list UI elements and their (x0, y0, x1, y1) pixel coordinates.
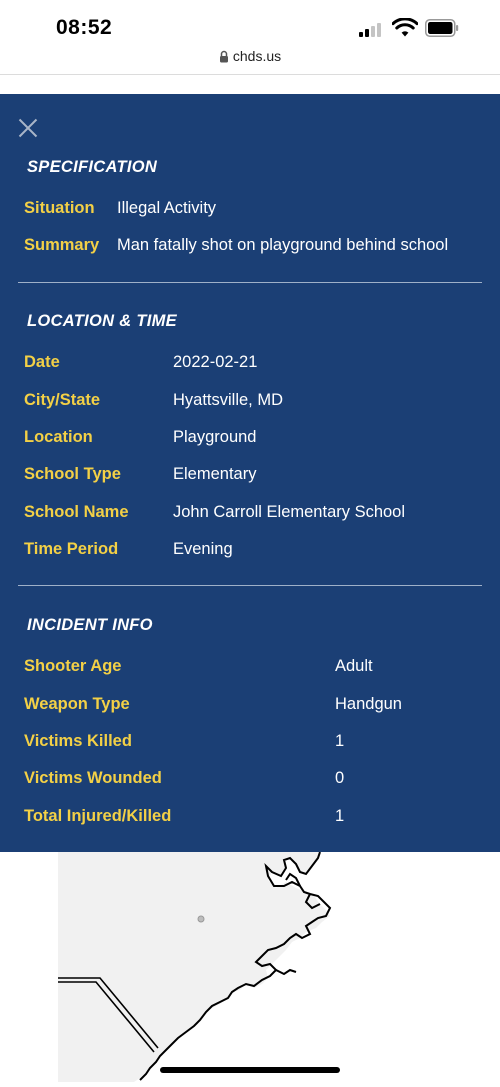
row-value: 1 (335, 807, 345, 825)
row-label: Date (24, 353, 60, 371)
location-time-title: LOCATION & TIME (27, 312, 177, 330)
row-label: Situation (24, 199, 95, 217)
close-icon[interactable] (16, 116, 40, 140)
lock-icon (219, 50, 229, 63)
address-bar[interactable] (0, 48, 500, 70)
url-text: chds.us (232, 48, 282, 64)
row-label: Location (24, 428, 93, 446)
battery-icon (425, 19, 459, 37)
row-label: City/State (24, 391, 101, 409)
row-label: Victims Killed (24, 732, 132, 750)
row-value: Handgun (335, 695, 402, 713)
row-label: Total Injured/Killed (24, 807, 172, 825)
row-value: Playground (173, 428, 257, 446)
row-value: Evening (173, 540, 233, 558)
row-label: School Name (24, 503, 129, 521)
map[interactable] (0, 852, 500, 1082)
incident-marker (198, 916, 204, 922)
incident-detail-panel (0, 94, 500, 852)
incident-info-title: INCIDENT INFO (27, 616, 153, 634)
row-label: Victims Wounded (24, 769, 162, 787)
row-label: Time Period (24, 540, 119, 558)
wifi-icon (392, 18, 418, 38)
status-bar (0, 0, 500, 50)
row-value: Hyattsville, MD (173, 391, 284, 409)
section-divider (18, 585, 482, 586)
land-area (58, 852, 330, 1082)
row-value: 2022-02-21 (173, 353, 258, 371)
row-label: School Type (24, 465, 121, 483)
row-label: Weapon Type (24, 695, 130, 713)
row-value: Adult (335, 657, 373, 675)
row-value: Man fatally shot on playground behind school (117, 236, 449, 254)
row-value: John Carroll Elementary School (173, 503, 406, 521)
map-canvas (0, 852, 500, 1082)
row-label: Summary (24, 236, 100, 254)
status-time: 08:52 (56, 16, 113, 39)
row-value: Elementary (173, 465, 257, 483)
row-value: Illegal Activity (117, 199, 217, 217)
home-indicator (160, 1067, 340, 1073)
row-value: 1 (335, 732, 345, 750)
divider (0, 74, 500, 75)
section-divider (18, 282, 482, 283)
row-value: 0 (335, 769, 345, 787)
specification-title: SPECIFICATION (27, 158, 158, 176)
cellular-signal-icon (359, 23, 385, 37)
row-label: Shooter Age (24, 657, 122, 675)
